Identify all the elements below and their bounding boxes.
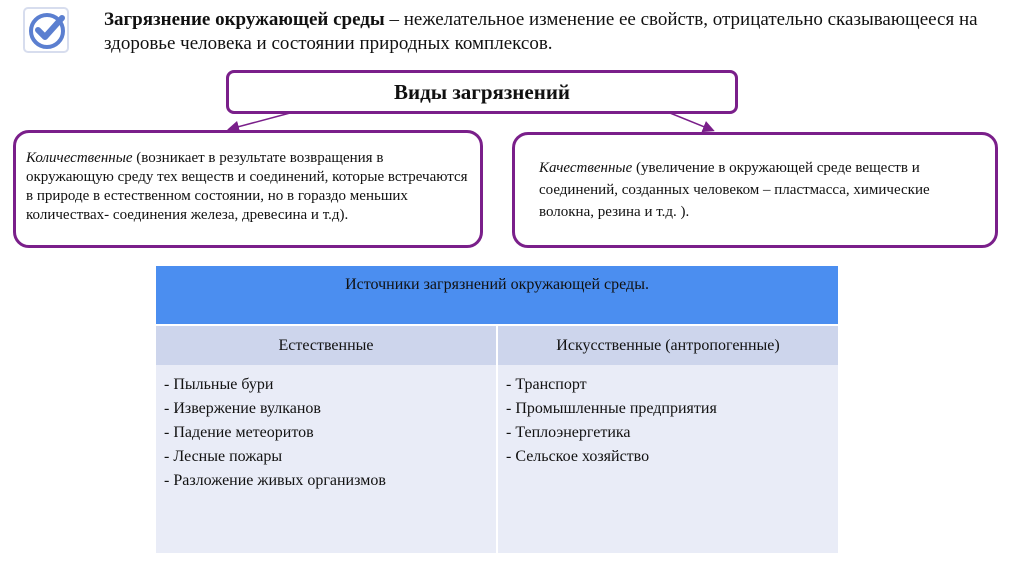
- intro-definition-text: – нежелательное изменение ее свойств, отрицательно сказывающееся на здоровье человека и состоянии природных комплексов.: [104, 9, 978, 54]
- artificial-header: Искусственные (антропогенные): [497, 325, 838, 365]
- checkmark-badge-icon: [22, 6, 70, 54]
- pollution-sources-table: [156, 266, 838, 553]
- quantitative-name: Количественные: [26, 150, 133, 166]
- pollution-types-title: Виды загрязнений: [226, 70, 738, 114]
- intro-definition: [104, 8, 1004, 56]
- qualitative-name: Качественные: [539, 160, 633, 176]
- list-item: - Лесные пожары: [164, 448, 283, 465]
- list-item: - Пыльные бури: [164, 376, 274, 393]
- table-title: Источники загрязнений окружающей среды.: [156, 266, 838, 325]
- list-item: - Промышленные предприятия: [506, 400, 717, 417]
- list-item: - Падение метеоритов: [164, 424, 314, 441]
- list-item: - Теплоэнергетика: [506, 424, 631, 441]
- quantitative-pollution-box: [13, 130, 483, 248]
- qualitative-pollution-box: [512, 132, 998, 248]
- intro-term: Загрязнение окружающей среды: [104, 9, 385, 30]
- artificial-list: [497, 365, 838, 553]
- natural-header: Естественные: [156, 325, 497, 365]
- list-item: - Извержение вулканов: [164, 400, 321, 417]
- arrow-left: [230, 113, 290, 129]
- quantitative-text: (возникает в результате возвращения в окружающую среду тех веществ и соединений, которые встречаются в природе в естественном состоянии, но в гораздо меньших количествах- соединения железа, древесина и т.д).: [26, 150, 468, 223]
- list-item: - Разложение живых организмов: [164, 472, 386, 489]
- qualitative-text: (увеличение в окружающей среде веществ и соединений, созданных человеком – пластмасса, химические волокна, резина и т.д. ).: [539, 160, 930, 220]
- natural-list: [156, 365, 497, 553]
- arrow-right: [670, 113, 712, 130]
- list-item: - Сельское хозяйство: [506, 448, 650, 465]
- list-item: - Транспорт: [506, 376, 587, 393]
